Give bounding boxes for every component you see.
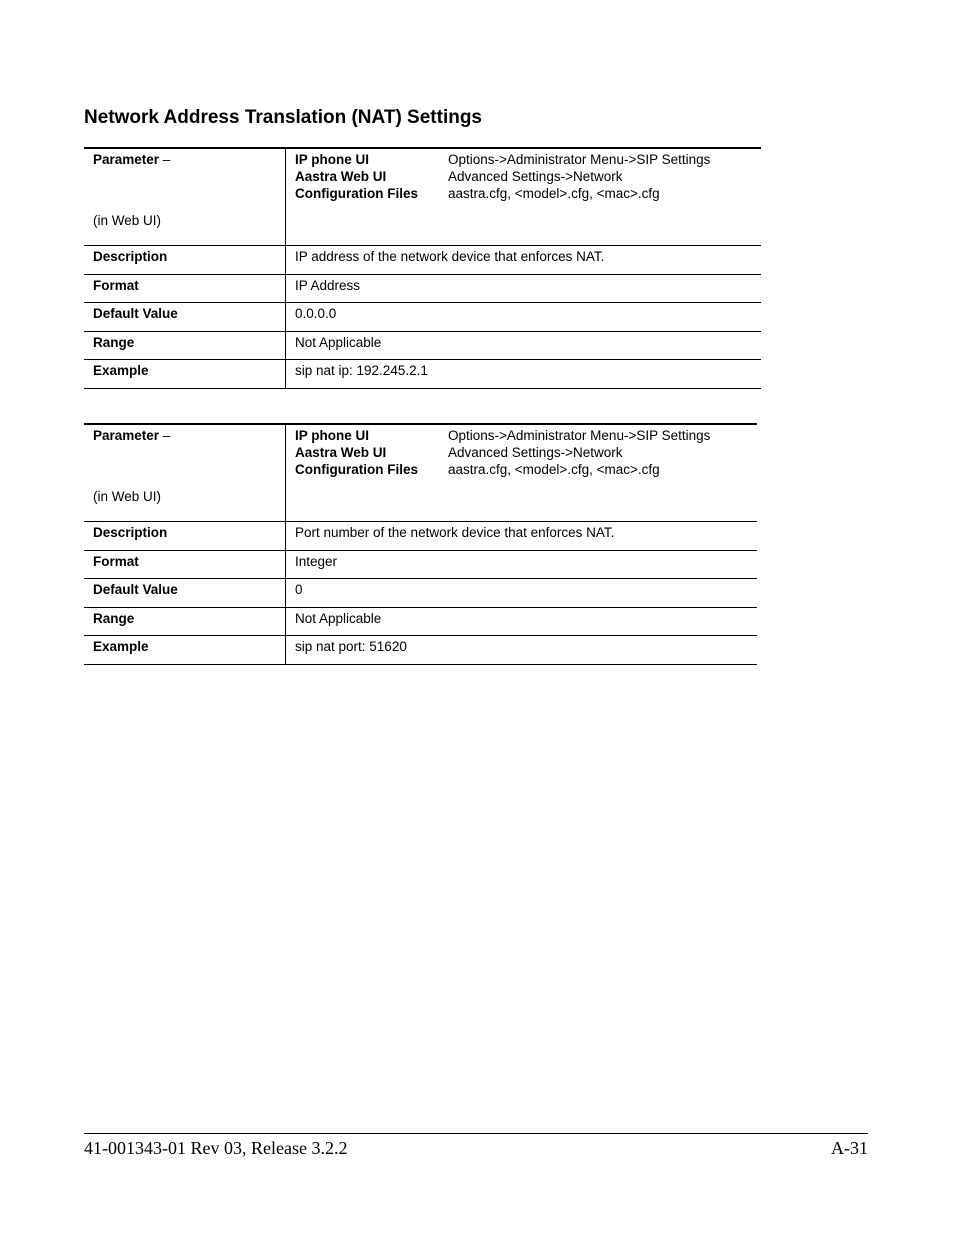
parameter-label: Parameter	[93, 428, 160, 443]
config-files-value: aastra.cfg, <model>.cfg, <mac>.cfg	[448, 462, 660, 477]
row-value: 0	[286, 579, 758, 608]
row-value: Not Applicable	[286, 331, 762, 360]
config-files-label: Configuration Files	[295, 186, 418, 201]
row-value: IP address of the network device that enforces NAT.	[286, 246, 762, 275]
document-id: 41-001343-01 Rev 03, Release 3.2.2	[84, 1138, 348, 1158]
nat-ip-parameter-table	[84, 147, 761, 389]
row-label: Description	[84, 246, 286, 275]
row-label: Format	[84, 550, 286, 579]
web-ui-path: Advanced Settings->Network	[448, 445, 623, 460]
row-label: Range	[84, 607, 286, 636]
page-footer	[84, 1137, 868, 1159]
row-value: sip nat port: 51620	[286, 636, 758, 665]
config-files-value: aastra.cfg, <model>.cfg, <mac>.cfg	[448, 186, 660, 201]
row-value: Integer	[286, 550, 758, 579]
parameter-header-row	[84, 424, 757, 522]
table-row	[84, 579, 757, 608]
row-label: Default Value	[84, 579, 286, 608]
web-ui-note: (in Web UI)	[93, 489, 162, 504]
table-row	[84, 331, 761, 360]
config-files-label: Configuration Files	[295, 462, 418, 477]
ip-phone-ui-path: Options->Administrator Menu->SIP Settings	[448, 428, 711, 443]
row-label: Example	[84, 636, 286, 665]
row-label: Default Value	[84, 303, 286, 332]
web-ui-path: Advanced Settings->Network	[448, 169, 623, 184]
parameter-label: Parameter	[93, 152, 160, 167]
web-ui-label: Aastra Web UI	[295, 445, 387, 460]
parameter-dash: –	[159, 152, 171, 167]
row-value: 0.0.0.0	[286, 303, 762, 332]
table-row	[84, 607, 757, 636]
parameter-dash: –	[159, 428, 171, 443]
row-label: Format	[84, 274, 286, 303]
table-row	[84, 246, 761, 275]
row-value: Not Applicable	[286, 607, 758, 636]
nat-port-parameter-table	[84, 423, 757, 665]
ip-phone-ui-path: Options->Administrator Menu->SIP Settings	[448, 152, 711, 167]
row-value: sip nat ip: 192.245.2.1	[286, 360, 762, 389]
parameter-header-row	[84, 148, 761, 246]
table-row	[84, 636, 757, 665]
web-ui-label: Aastra Web UI	[295, 169, 387, 184]
row-value: Port number of the network device that enforces NAT.	[286, 522, 758, 551]
section-title: Network Address Translation (NAT) Settings	[84, 107, 482, 128]
parameter-locations-cell	[286, 424, 758, 522]
footer-divider	[84, 1133, 868, 1134]
row-label: Range	[84, 331, 286, 360]
web-ui-note: (in Web UI)	[93, 213, 162, 228]
row-label: Example	[84, 360, 286, 389]
table-row	[84, 360, 761, 389]
parameter-label-cell	[84, 148, 286, 246]
ip-phone-ui-label: IP phone UI	[295, 152, 370, 167]
parameter-locations-cell	[286, 148, 762, 246]
table-row	[84, 550, 757, 579]
table-row	[84, 522, 757, 551]
parameter-label-cell	[84, 424, 286, 522]
ip-phone-ui-label: IP phone UI	[295, 428, 370, 443]
table-row	[84, 303, 761, 332]
page-number: A-31	[831, 1138, 868, 1158]
table-row	[84, 274, 761, 303]
row-value: IP Address	[286, 274, 762, 303]
row-label: Description	[84, 522, 286, 551]
